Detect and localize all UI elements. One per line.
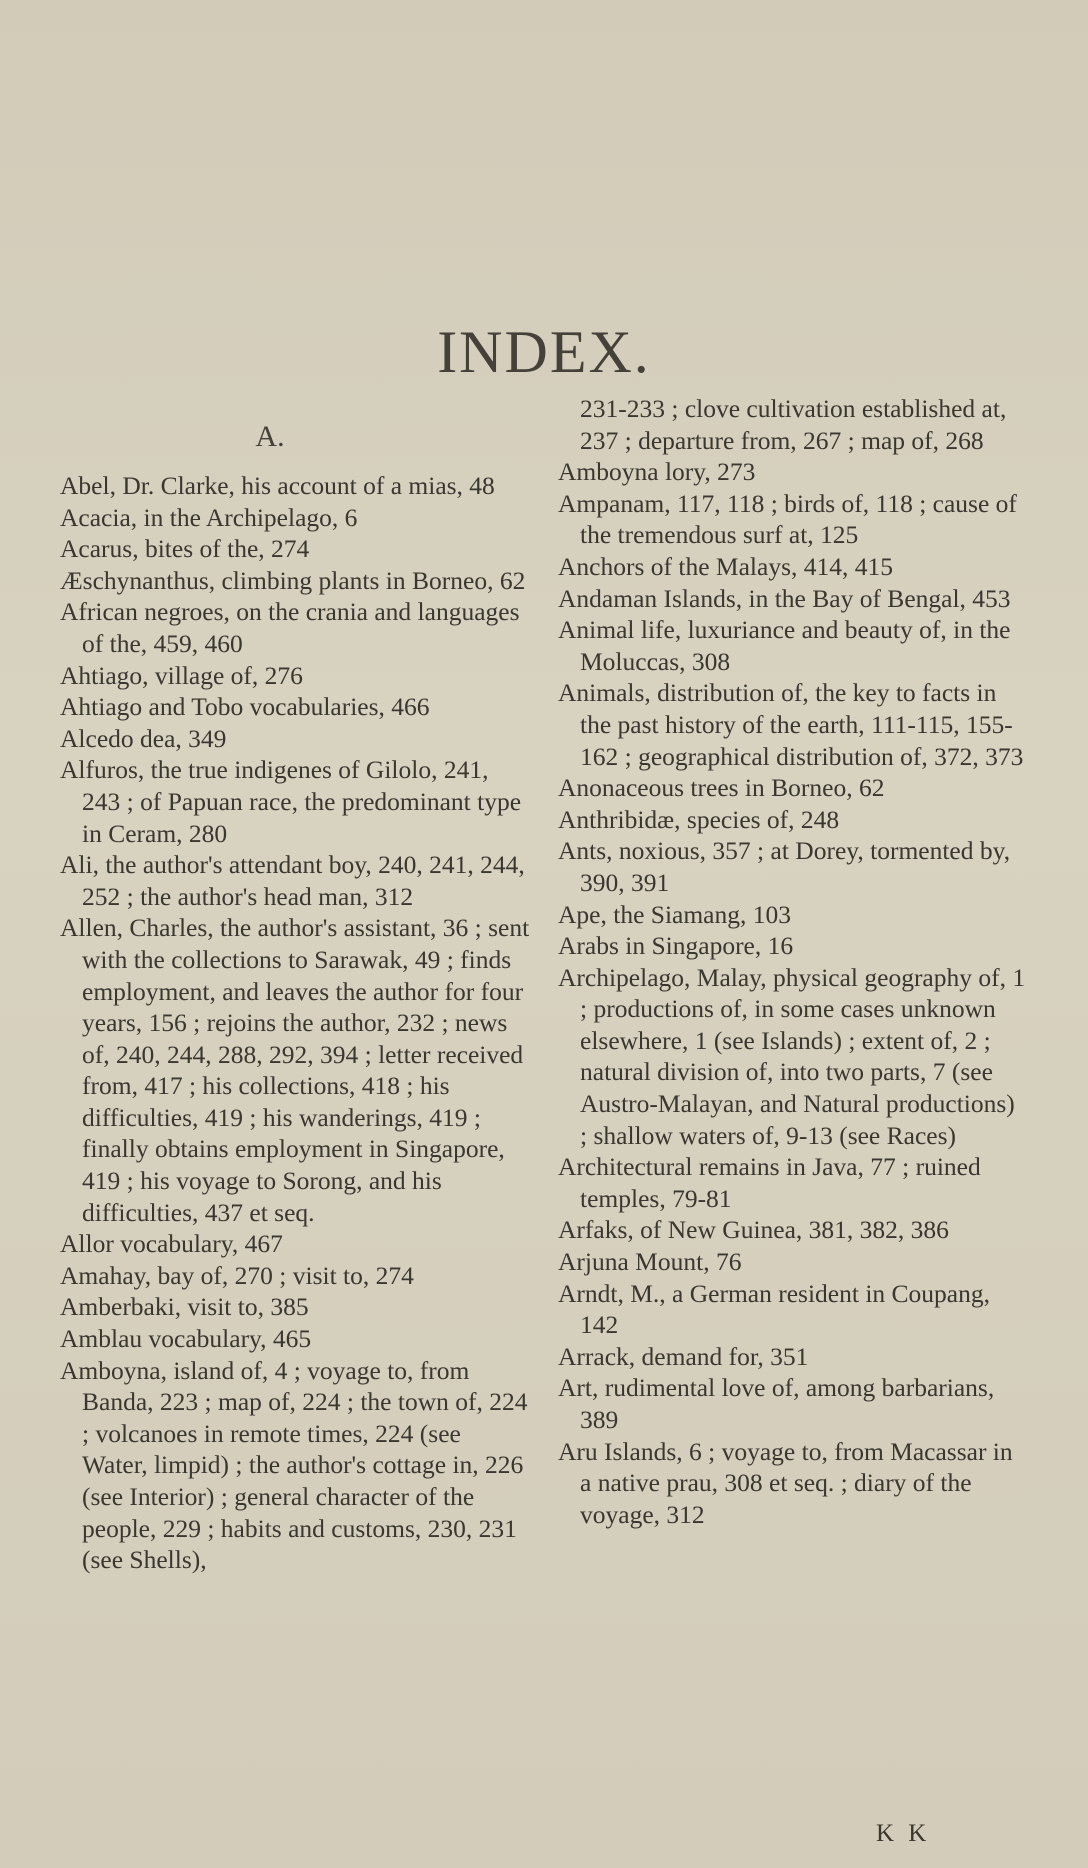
index-entry: Ants, noxious, 357 ; at Dorey, tormented by, 390, 391 [558,836,1011,897]
index-entry-continuation: 231-233 ; clove cultivation established at, 237 ; departure from, 267 ; map of, 268 [580,394,1007,455]
index-entry: Anchors of the Malays, 414, 415 [558,551,893,581]
signature-mark: K K [876,1820,931,1847]
index-entry: Alcedo dea, 349 [60,723,227,753]
index-entry: Ahtiago, village of, 276 [60,660,303,690]
index-entry: Arndt, M., a German resident in Coupang, 142 [558,1278,990,1340]
index-entry: Arfaks, of New Guinea, 381, 382, 386 [558,1215,949,1245]
index-entry: Art, rudimental love of, among barbarians, 389 [558,1373,995,1434]
index-entry: Anthribidæ, species of, 248 [558,804,840,834]
index-entry: Æschynanthus, climbing plants in Borneo, 62 [60,565,526,595]
index-entry: Archipelago, Malay, physical geography of, 1 ; productions of, in some cases unknown elsewhere, 1 (see Islands) ; extent of, 2 ; natural division of, into two parts, 7 (see Austro-Malayan, and Natural productions) ; shallow waters of, 9-13 (see Races) [558,962,1026,1150]
index-entry: Animal life, luxuriance and beauty of, in the Moluccas, 308 [558,615,1011,676]
index-entry: Ahtiago and Tobo vocabularies, 466 [60,692,430,722]
page-title: INDEX. [437,319,651,385]
index-entry: Andaman Islands, in the Bay of Bengal, 453 [558,583,1011,613]
index-entry: Arabs in Singapore, 16 [558,931,794,961]
left-column [60,470,530,1576]
index-entry: Abel, Dr. Clarke, his account of a mias, 48 [60,471,495,500]
index-entry: Amahay, bay of, 270 ; visit to, 274 [60,1260,414,1290]
index-entry: Ampanam, 117, 118 ; birds of, 118 ; cause of the tremendous surf at, 125 [558,488,1017,550]
right-column [558,393,1028,1530]
index-entry: Ape, the Siamang, 103 [558,899,791,929]
index-entry: Allen, Charles, the author's assistant, 36 ; sent with the collections to Sarawak, 49 ; finds employment, and leaves the author for four years, 156 ; rejoins the author, 232 ; news of, 240, 244, 288, 292, 394 ; letter received from, 417 ; his collections, 418 ; his difficulties, 419 ; his wanderings, 419 ; finally obtains employment in Singapore, 419 ; his voyage to Sorong, and his difficulties, 437 et seq. [60,913,530,1227]
index-entry: Anonaceous trees in Borneo, 62 [558,773,885,803]
index-entry: Alfuros, the true indigenes of Gilolo, 241, 243 ; of Papuan race, the predominant type in Ceram, 280 [60,755,522,848]
section-letter: A. [255,420,285,453]
index-entry: Amblau vocabulary, 465 [60,1324,312,1354]
index-entry: Amboyna, island of, 4 ; voyage to, from Banda, 223 ; map of, 224 ; the town of, 224 ; volcanoes in remote times, 224 (see Water, limpid) ; the author's cottage in, 226 (see Interior) ; general character of the people, 229 ; habits and customs, 230, 231 (see Shells), [60,1355,528,1575]
index-entry: Amboyna lory, 273 [558,457,756,487]
index-entry: Allor vocabulary, 467 [60,1229,283,1259]
index-entry: Animals, distribution of, the key to facts in the past history of the earth, 111-115, 155-162 ; geographical distribution of, 372, 373 [558,678,1024,771]
index-entry: Arjuna Mount, 76 [558,1247,742,1277]
index-entry: Acacia, in the Archipelago, 6 [60,502,358,532]
index-entry: Architectural remains in Java, 77 ; ruined temples, 79-81 [558,1152,981,1213]
index-entry: Aru Islands, 6 ; voyage to, from Macassar in a native prau, 308 et seq. ; diary of the voyage, 312 [558,1436,1013,1529]
index-entry: Amberbaki, visit to, 385 [60,1292,309,1322]
index-entry: Arrack, demand for, 351 [558,1341,809,1371]
index-entry: Acarus, bites of the, 274 [60,534,310,564]
index-entry: Ali, the author's attendant boy, 240, 241, 244, 252 ; the author's head man, 312 [60,850,525,911]
index-entry: African negroes, on the crania and languages of the, 459, 460 [60,597,520,658]
